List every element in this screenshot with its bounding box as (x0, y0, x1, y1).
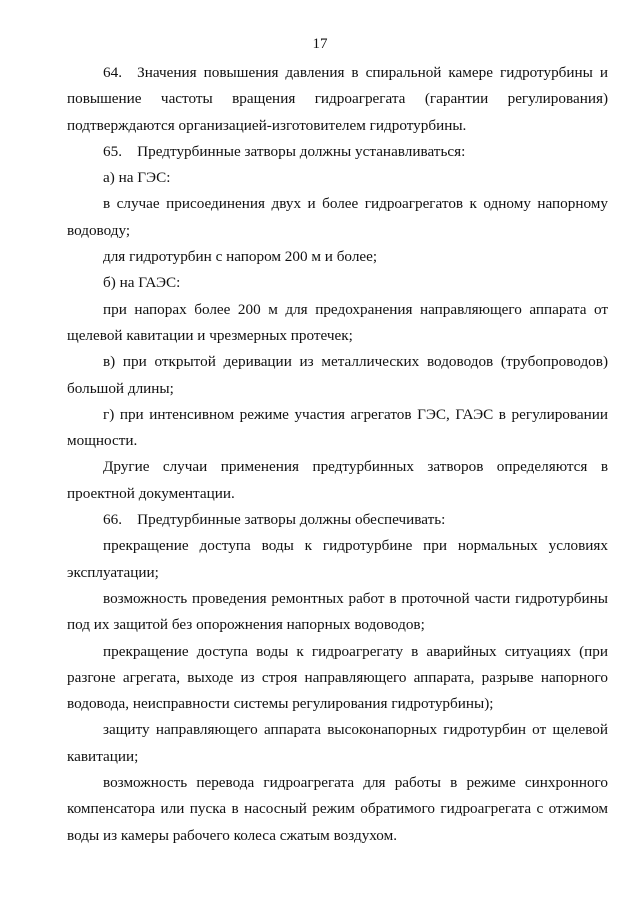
list-item-a-1: в случае присоединения двух и более гидроагрегатов к одному напорному водоводу; (67, 195, 608, 239)
list-item-a: а) на ГЭС: (103, 169, 171, 187)
page-number: 17 (312, 36, 328, 52)
list-item-g: г) при интенсивном режиме участия агрегатов ГЭС, ГАЭС в регулировании мощности. (67, 405, 608, 450)
list-item-b: б) на ГАЭС: (103, 274, 181, 292)
list-item-66-4: защиту направляющего аппарата высоконапорных гидротурбин от щелевой кавитации; (67, 721, 608, 765)
list-item-66-1: прекращение доступа воды к гидротурбине при нормальных условиях эксплуатации; (67, 537, 608, 581)
paragraph-64: 64. Значения повышения давления в спиральной камере гидротурбины и повышение частоты вращения гидроагрегата (гарантии регулирования) подтверждаются организацией-изготовителем гидротурбины. (67, 64, 608, 134)
list-item-66-3: прекращение доступа воды к гидроагрегату в аварийных ситуациях (при разгоне агрегата, выходе из строя направляющего аппарата, разрыве напорного водовода, неисправности системы регулирования гидротурбины); (67, 642, 608, 713)
list-item-b-1: при напорах более 200 м для предохранения направляющего аппарата от щелевой кавитации и чрезмерных протечек; (67, 300, 608, 344)
paragraph-other-cases: Другие случаи применения предтурбинных затворов определяются в проектной документации. (67, 458, 608, 502)
list-item-66-2: возможность проведения ремонтных работ в проточной части гидротурбины под их защитой без опорожнения напорных водоводов; (67, 589, 608, 634)
list-item-v: в) при открытой деривации из металлических водоводов (трубопроводов) большой длины; (67, 353, 608, 397)
list-item-a-2: для гидротурбин с напором 200 м и более; (103, 248, 378, 266)
paragraph-66: 66. Предтурбинные затворы должны обеспечивать: (103, 511, 446, 529)
document-body (67, 60, 608, 849)
list-item-66-5: возможность перевода гидроагрегата для работы в режиме синхронного компенсатора или пуска в насосный режим обратимого гидроагрегата с отжимом воды из камеры рабочего колеса сжатым воздухом. (67, 774, 608, 844)
paragraph-65: 65. Предтурбинные затворы должны устанавливаться: (103, 142, 466, 160)
